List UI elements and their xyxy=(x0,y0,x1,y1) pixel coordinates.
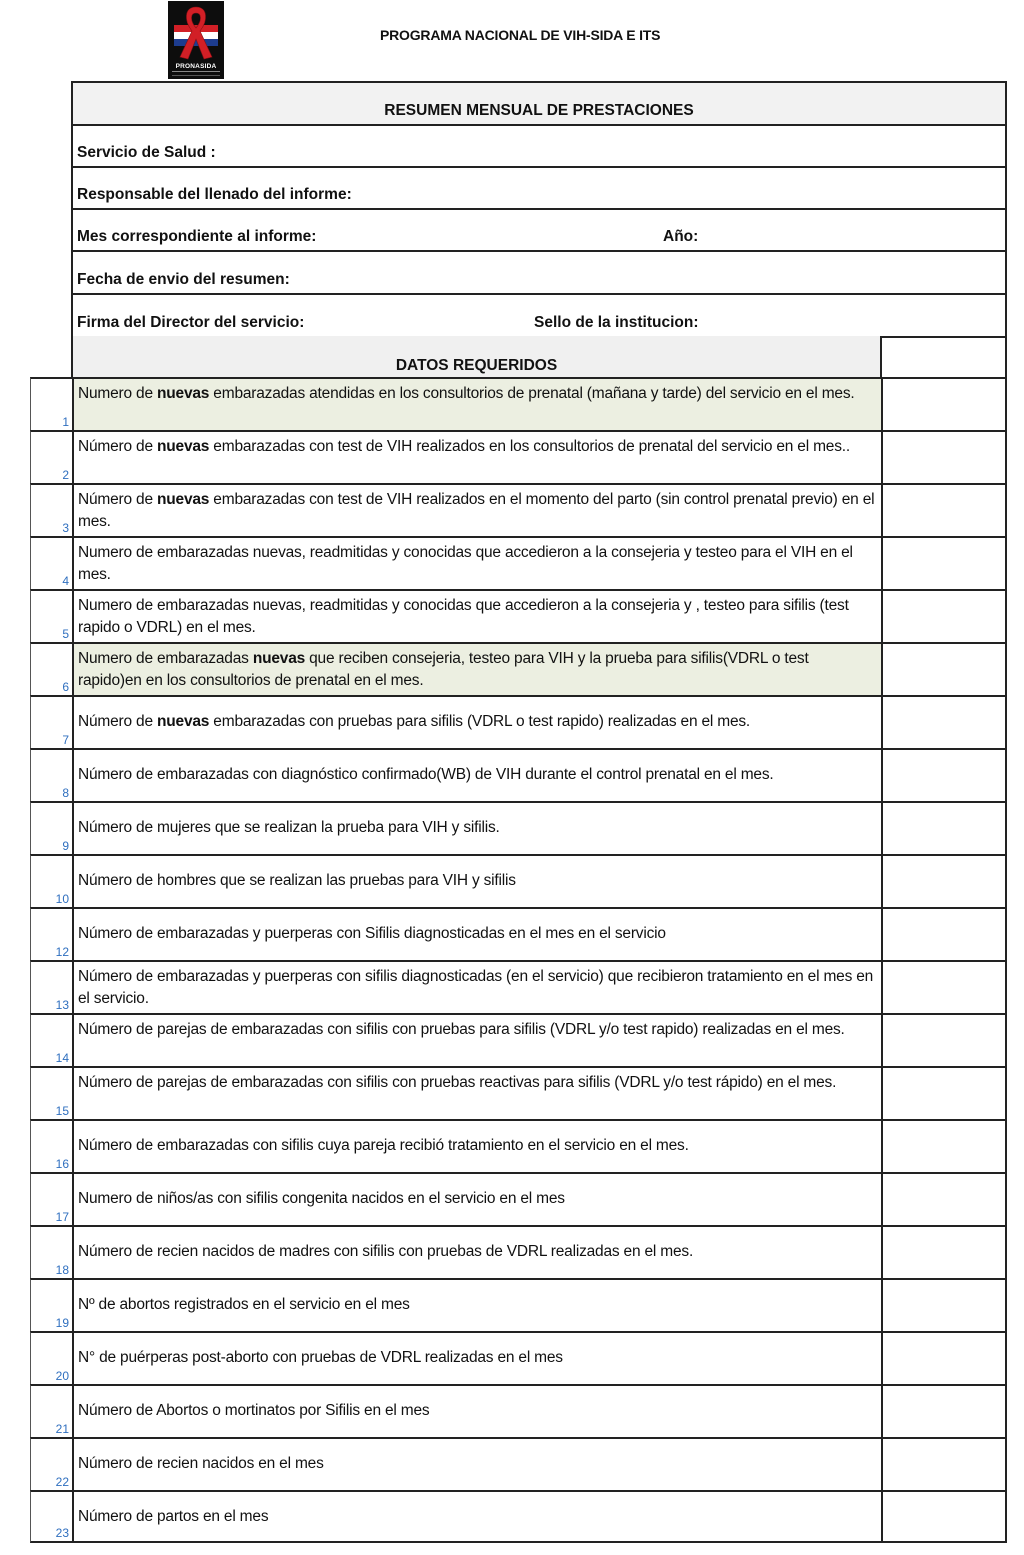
row-number: 18 xyxy=(55,1263,69,1277)
row-description xyxy=(72,1333,883,1384)
row-value-cell[interactable] xyxy=(883,1121,1005,1172)
row-text: Nº de abortos registrados en el servicio en el mes xyxy=(78,1296,410,1313)
row-value-cell[interactable] xyxy=(883,432,1005,483)
row-text: embarazadas con test de VIH realizados en el momento del parto (sin control prenatal previo) en el mes. xyxy=(78,491,875,530)
row-description xyxy=(72,1280,883,1331)
row-description xyxy=(72,909,883,960)
row-number: 21 xyxy=(55,1422,69,1436)
row-text-bold: nuevas xyxy=(156,438,210,455)
form-header xyxy=(71,81,1007,378)
row-value-cell[interactable] xyxy=(883,909,1005,960)
row-value-cell[interactable] xyxy=(883,856,1005,907)
row-text: Numero de niños/as con sifilis congenita nacidos en el servicio en el mes xyxy=(78,1190,565,1207)
row-value-cell[interactable] xyxy=(883,379,1005,430)
row-value-cell[interactable] xyxy=(883,697,1005,748)
row-description xyxy=(72,856,883,907)
row-description xyxy=(72,644,883,695)
row-value-cell[interactable] xyxy=(883,962,1005,1013)
row-description xyxy=(72,1439,883,1490)
row-value-cell[interactable] xyxy=(883,750,1005,801)
row-description xyxy=(72,803,883,854)
row-value-cell[interactable] xyxy=(883,1227,1005,1278)
datos-requeridos-header xyxy=(71,336,882,378)
data-rows xyxy=(30,377,1007,1543)
row-number: 4 xyxy=(62,574,69,588)
table-row xyxy=(30,1384,1007,1437)
table-row xyxy=(30,1225,1007,1278)
table-row xyxy=(30,642,1007,695)
row-description xyxy=(72,432,883,483)
table-row xyxy=(30,1172,1007,1225)
row-number: 8 xyxy=(62,786,69,800)
row-text-bold: nuevas xyxy=(156,385,210,402)
row-number: 12 xyxy=(55,945,69,959)
servicio-row[interactable] xyxy=(73,126,1005,168)
table-row xyxy=(30,536,1007,589)
row-value-cell[interactable] xyxy=(883,644,1005,695)
row-description xyxy=(72,1492,883,1541)
row-number: 2 xyxy=(62,468,69,482)
row-description xyxy=(72,750,883,801)
row-text: Número de recien nacidos en el mes xyxy=(78,1455,324,1472)
table-row xyxy=(30,695,1007,748)
row-text: Número de embarazadas y puerperas con Sifilis diagnosticadas en el mes en el servicio xyxy=(78,925,666,942)
row-text: Número de embarazadas con diagnóstico confirmado(WB) de VIH durante el control prenatal en el mes. xyxy=(78,766,774,783)
row-description xyxy=(72,962,883,1013)
row-number: 5 xyxy=(62,627,69,641)
row-text: Número de recien nacidos de madres con sifilis con pruebas de VDRL realizadas en el mes. xyxy=(78,1243,694,1260)
row-text: Numero de xyxy=(78,385,157,402)
row-number: 10 xyxy=(55,892,69,906)
row-text: Numero de embarazadas nuevas, readmitidas y conocidas que accedieron a la consejeria y , testeo para sifilis (test rapido o VDRL) en el mes. xyxy=(78,597,849,636)
responsable-label: Responsable del llenado del informe: xyxy=(77,186,352,203)
row-number: 22 xyxy=(55,1475,69,1489)
row-text: Número de mujeres que se realizan la prueba para VIH y sifilis. xyxy=(78,819,500,836)
row-number: 15 xyxy=(55,1104,69,1118)
table-row xyxy=(30,801,1007,854)
row-text: Número de Abortos o mortinatos por Sifilis en el mes xyxy=(78,1402,430,1419)
table-row xyxy=(30,1331,1007,1384)
row-number: 9 xyxy=(62,839,69,853)
row-description xyxy=(72,538,883,589)
row-text: embarazadas atendidas en los consultorios de prenatal (mañana y tarde) del servicio en el mes. xyxy=(209,385,855,402)
table-row xyxy=(30,907,1007,960)
row-text-bold: nuevas xyxy=(252,650,306,667)
anio-label: Año: xyxy=(663,228,699,245)
row-text: embarazadas con pruebas para sifilis (VDRL o test rapido) realizadas en el mes. xyxy=(209,713,751,730)
table-row xyxy=(30,589,1007,642)
row-description xyxy=(72,1121,883,1172)
row-text: Número de hombres que se realizan las pruebas para VIH y sifilis xyxy=(78,872,516,889)
fecha-label: Fecha de envio del resumen: xyxy=(77,271,290,288)
row-description xyxy=(72,591,883,642)
row-number: 3 xyxy=(62,521,69,535)
firma-row[interactable] xyxy=(73,295,1005,338)
row-value-cell[interactable] xyxy=(883,1333,1005,1384)
row-value-cell[interactable] xyxy=(883,1492,1005,1541)
row-text: Número de xyxy=(78,713,157,730)
table-row xyxy=(30,748,1007,801)
table-row xyxy=(30,960,1007,1013)
row-number: 14 xyxy=(55,1051,69,1065)
table-row xyxy=(30,1013,1007,1066)
program-title: PROGRAMA NACIONAL DE VIH-SIDA E ITS xyxy=(380,27,661,43)
row-text: Número de xyxy=(78,438,157,455)
table-row xyxy=(30,430,1007,483)
mes-label: Mes correspondiente al informe: xyxy=(77,228,317,245)
row-value-cell[interactable] xyxy=(883,1439,1005,1490)
row-number: 17 xyxy=(55,1210,69,1224)
row-number: 13 xyxy=(55,998,69,1012)
row-text: embarazadas con test de VIH realizados en los consultorios de prenatal del servicio en el mes.. xyxy=(209,438,850,455)
row-text: Número de xyxy=(78,491,157,508)
row-value-cell[interactable] xyxy=(883,1280,1005,1331)
table-row xyxy=(30,483,1007,536)
row-description xyxy=(72,1068,883,1119)
form-title: RESUMEN MENSUAL DE PRESTACIONES xyxy=(384,102,694,119)
row-description xyxy=(72,1227,883,1278)
row-value-cell[interactable] xyxy=(883,1174,1005,1225)
row-value-cell[interactable] xyxy=(883,803,1005,854)
row-value-cell[interactable] xyxy=(883,1068,1005,1119)
datos-requeridos-label: DATOS REQUERIDOS xyxy=(395,357,558,374)
row-text: que reciben consejeria, testeo para VIH y la prueba para sifilis(VDRL o test rapido)en en los consultorios de prenatal en el mes. xyxy=(78,650,809,689)
table-row xyxy=(30,377,1007,430)
row-value-cell[interactable] xyxy=(883,1386,1005,1437)
row-text: Número de parejas de embarazadas con sifilis con pruebas reactivas para sifilis (VDRL y/o test rápido) en el mes. xyxy=(78,1074,837,1091)
row-description xyxy=(72,379,883,430)
row-number: 6 xyxy=(62,680,69,694)
row-value-cell[interactable] xyxy=(883,1015,1005,1066)
table-row xyxy=(30,1278,1007,1331)
table-row xyxy=(30,1119,1007,1172)
sello-label: Sello de la institucion: xyxy=(534,314,699,331)
row-description xyxy=(72,1386,883,1437)
row-value-cell[interactable] xyxy=(883,485,1005,536)
row-number: 19 xyxy=(55,1316,69,1330)
logo-underline xyxy=(172,71,220,76)
row-number: 23 xyxy=(55,1526,69,1540)
table-row xyxy=(30,854,1007,907)
row-text: Numero de embarazadas nuevas, readmitidas y conocidas que accedieron a la consejeria y testeo para el VIH en el mes. xyxy=(78,544,853,583)
row-number: 1 xyxy=(62,415,69,429)
form-title-row xyxy=(73,83,1005,126)
row-text-bold: nuevas xyxy=(156,491,210,508)
servicio-label: Servicio de Salud : xyxy=(77,144,216,161)
row-value-cell[interactable] xyxy=(883,591,1005,642)
mes-row[interactable] xyxy=(73,210,1005,252)
firma-label: Firma del Director del servicio: xyxy=(77,314,305,331)
row-description xyxy=(72,697,883,748)
row-text: N° de puérperas post-aborto con pruebas de VDRL realizadas en el mes xyxy=(78,1349,563,1366)
pronasida-logo xyxy=(168,1,224,79)
row-number: 7 xyxy=(62,733,69,747)
responsable-row[interactable] xyxy=(73,168,1005,210)
row-text: Número de partos en el mes xyxy=(78,1508,269,1525)
table-row xyxy=(30,1066,1007,1119)
row-value-cell[interactable] xyxy=(883,538,1005,589)
row-description xyxy=(72,1015,883,1066)
row-description xyxy=(72,1174,883,1225)
table-row xyxy=(30,1490,1007,1543)
row-text: Número de embarazadas con sifilis cuya pareja recibió tratamiento en el servicio en el mes. xyxy=(78,1137,689,1154)
row-text: Número de parejas de embarazadas con sifilis con pruebas para sifilis (VDRL y/o test rapido) realizadas en el mes. xyxy=(78,1021,845,1038)
row-text-bold: nuevas xyxy=(156,713,210,730)
logo-label: PRONASIDA xyxy=(175,63,217,70)
row-text: Número de embarazadas y puerperas con sifilis diagnosticadas (en el servicio) que recibieron tratamiento en el mes en el servicio. xyxy=(78,968,874,1007)
value-column-header xyxy=(882,336,1007,378)
row-number: 16 xyxy=(55,1157,69,1171)
fecha-row[interactable] xyxy=(73,252,1005,295)
table-row xyxy=(30,1437,1007,1490)
row-description xyxy=(72,485,883,536)
row-number: 20 xyxy=(55,1369,69,1383)
row-text: Numero de embarazadas xyxy=(78,650,253,667)
